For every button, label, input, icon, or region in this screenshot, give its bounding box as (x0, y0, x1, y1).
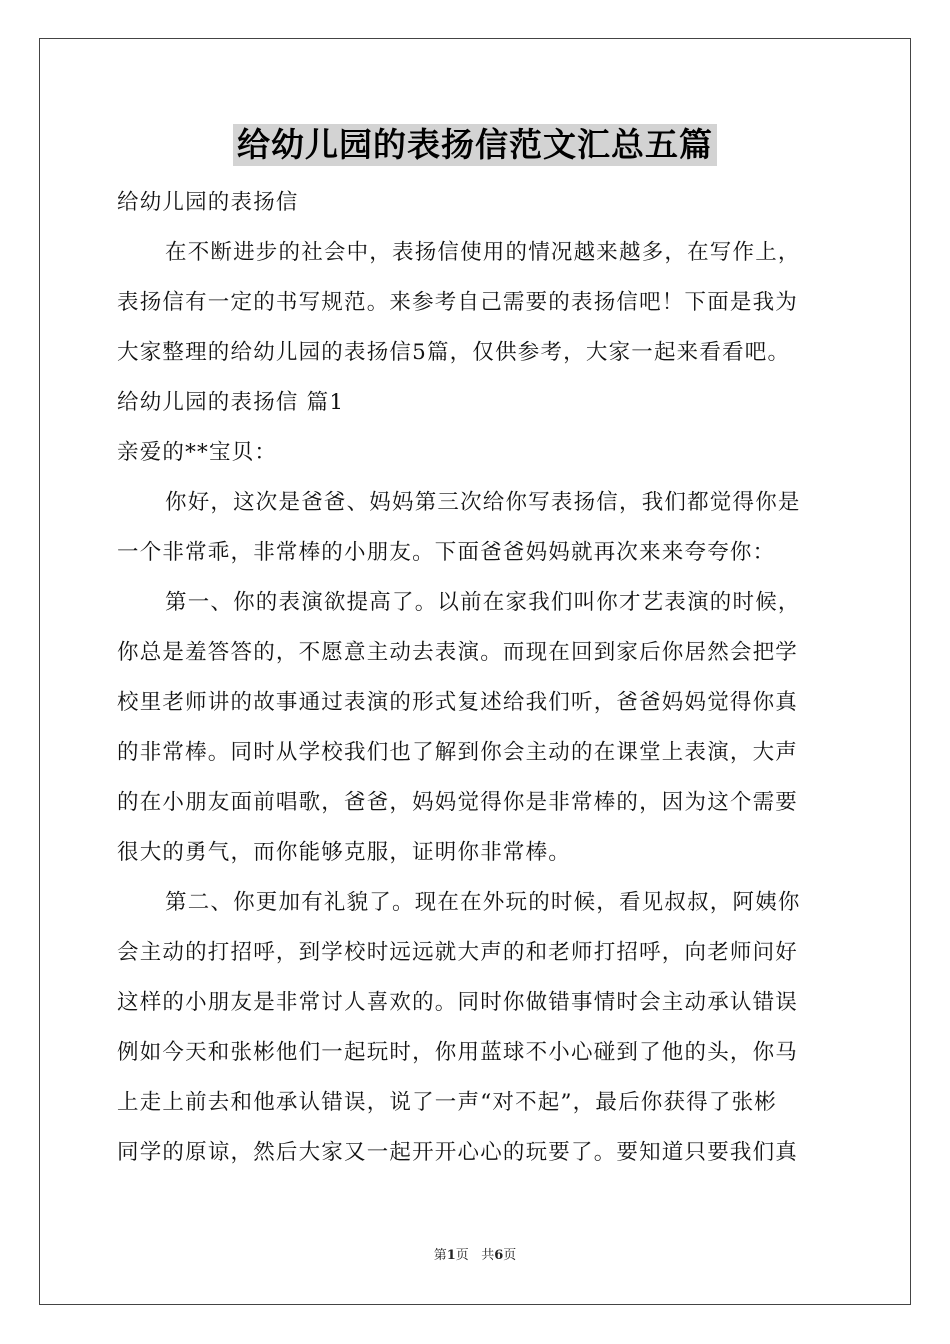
text-line: 亲爱的**宝贝： (117, 440, 278, 465)
text-line: 大家整理的给幼儿园的表扬信5篇，仅供参考，大家一起来看看吧。 (117, 340, 791, 365)
text-line: 的非常棒。同时从学校我们也了解到你会主动的在课堂上表演，大声 (117, 740, 799, 765)
text-line: 的在小朋友面前唱歌，爸爸，妈妈觉得你是非常棒的，因为这个需要 (117, 790, 799, 815)
footer-total-prefix: 共 (481, 1248, 495, 1263)
footer-total-suffix: 页 (503, 1248, 517, 1263)
footer-page-total: 6 (494, 1248, 504, 1263)
footer-page-prefix: 第 (433, 1248, 447, 1263)
text-line: 很大的勇气，而你能够克服，证明你非常棒。 (117, 840, 572, 865)
text-line: 上走上前去和他承认错误，说了一声“对不起”，最后你获得了张彬 (117, 1090, 777, 1115)
title-container (0, 124, 950, 166)
text-line: 会主动的打招呼，到学校时远远就大声的和老师打招呼，向老师问好 (117, 940, 799, 965)
document-title: 给幼儿园的表扬信范文汇总五篇 (233, 124, 717, 166)
text-line: 你总是羞答答的，不愿意主动去表演。而现在回到家后你居然会把学 (117, 640, 799, 665)
text-line: 给幼儿园的表扬信 篇1 (117, 390, 345, 415)
text-line: 例如今天和张彬他们一起玩时，你用蓝球不小心碰到了他的头，你马 (117, 1040, 799, 1065)
text-line: 这样的小朋友是非常讨人喜欢的。同时你做错事情时会主动承认错误 (117, 990, 799, 1015)
document-body (117, 178, 837, 1178)
footer-page-suffix: 页 (455, 1248, 469, 1263)
text-line: 同学的原谅，然后大家又一起开开心心的玩要了。要知道只要我们真 (117, 1140, 799, 1165)
footer-page-current: 1 (446, 1248, 456, 1263)
text-line: 第一、你的表演欲提高了。以前在家我们叫你才艺表演的时候， (165, 590, 801, 615)
text-line: 校里老师讲的故事通过表演的形式复述给我们听，爸爸妈妈觉得你真 (117, 690, 799, 715)
text-line: 第二、你更加有礼貌了。现在在外玩的时候，看见叔叔，阿姨你 (165, 890, 801, 915)
text-line: 一个非常乖，非常棒的小朋友。下面爸爸妈妈就再次来来夸夸你： (117, 540, 776, 565)
text-line: 给幼儿园的表扬信 (117, 190, 299, 215)
page-footer (0, 1247, 950, 1265)
text-line: 你好，这次是爸爸、妈妈第三次给你写表扬信，我们都觉得你是 (165, 490, 801, 515)
text-line: 在不断进步的社会中，表扬信使用的情况越来越多，在写作上， (165, 240, 801, 265)
text-line: 表扬信有一定的书写规范。来参考自己需要的表扬信吧！下面是我为 (117, 290, 799, 315)
